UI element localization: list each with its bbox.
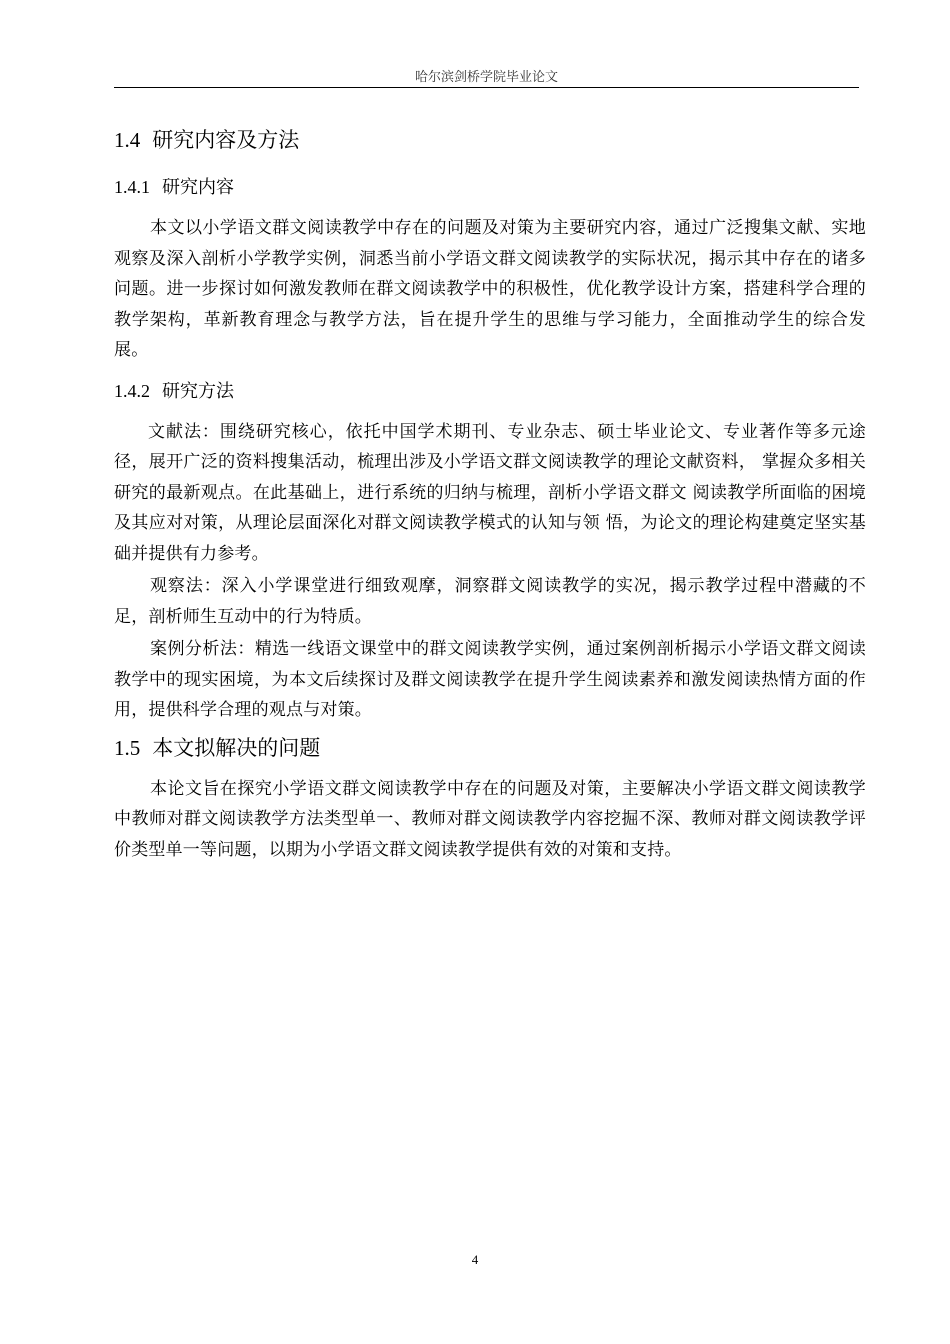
- subsection-number: 1.4.2: [114, 380, 150, 401]
- header-rule: [114, 87, 859, 88]
- page-content: [114, 110, 866, 867]
- subsection-heading-1-4-1: [114, 172, 866, 203]
- section-number: 1.4: [114, 128, 141, 152]
- problems-paragraph: 本论文旨在探究小学语文群文阅读教学中存在的问题及对策，主要解决小学语文群文阅读教学中教师对群文阅读教学方法类型单一、教师对群文阅读教学内容挖掘不深、教师对群文阅读教学评价类型单一等问题，以期为小学语文群文阅读教学提供有效的对策和支持。: [114, 778, 866, 860]
- section-number: 1.5: [114, 735, 141, 760]
- subsection-heading-1-4-2: [114, 376, 866, 407]
- section-title: 本文拟解决的问题: [152, 735, 321, 760]
- section-heading-1-4: [114, 124, 866, 156]
- method-literature-paragraph: 文献法：围绕研究核心，依托中国学术期刊、专业杂志、硕士毕业论文、专业著作等多元途径，展开广泛的资料搜集活动，梳理出涉及小学语文群文阅读教学的理论文献资料， 掌握众多相关研究的最新观点。在此基础上，进行系统的归纳与梳理，剖析小学语文群文 阅读教学所面临的困境及其应对对策，从理论层面深化对群文阅读教学模式的认知与领 悟，为论文的理论构建奠定坚实基础并提供有力参考。: [114, 421, 866, 564]
- subsection-title: 研究方法: [162, 380, 234, 402]
- subsection-title: 研究内容: [162, 177, 234, 198]
- section-heading-1-5: [114, 732, 866, 764]
- subsection-number: 1.4.1: [114, 177, 150, 197]
- page-number: 4: [471, 1252, 479, 1267]
- method-observation-paragraph: 观察法：深入小学课堂进行细致观摩，洞察群文阅读教学的实况，揭示教学过程中潜藏的不足，剖析师生互动中的行为特质。: [114, 576, 866, 627]
- page-header: 哈尔滨剑桥学院毕业论文: [414, 70, 558, 85]
- section-title: 研究内容及方法: [152, 128, 300, 152]
- method-case-analysis-paragraph: 案例分析法：精选一线语文课堂中的群文阅读教学实例，通过案例剖析揭示小学语文群文阅读教学中的现实困境，为本文后续探讨及群文阅读教学在提升学生阅读素养和激发阅读热情方面的作用，提供科学合理的观点与对策。: [114, 639, 866, 720]
- research-content-paragraph: 本文以小学语文群文阅读教学中存在的问题及对策为主要研究内容，通过广泛搜集文献、实地观察及深入剖析小学教学实例，洞悉当前小学语文群文阅读教学的实际状况，揭示其中存在的诸多问题。进一步探讨如何激发教师在群文阅读教学中的积极性，优化教学设计方案，搭建科学合理的教学架构，革新教育理念与教学方法，旨在提升学生的思维与学习能力，全面推动学生的综合发展。: [114, 218, 866, 360]
